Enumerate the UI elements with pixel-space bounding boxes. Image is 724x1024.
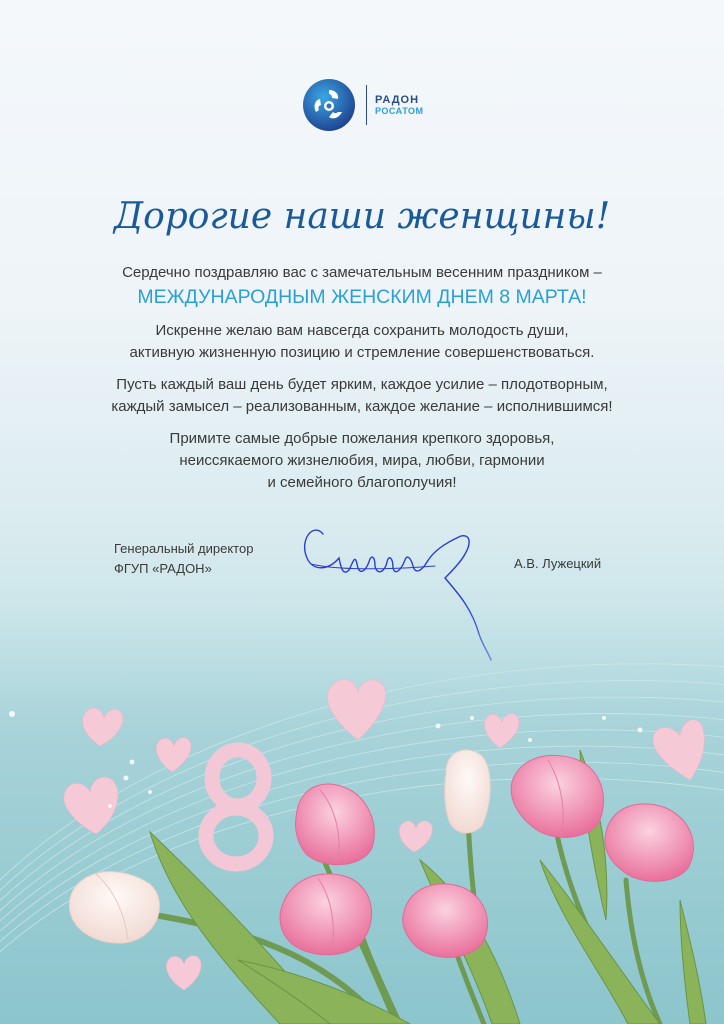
paragraph-2 [60, 320, 664, 364]
paragraph-1 [60, 262, 664, 310]
paragraph-3 [60, 374, 664, 418]
signer-position [114, 539, 253, 579]
logo-text [375, 94, 423, 117]
holiday-name: МЕЖДУНАРОДНЫМ ЖЕНСКИМ ДНЕМ 8 МАРТА! [137, 286, 587, 308]
paragraph-4-line-2: неиссякаемого жизнелюбия, мира, любви, гармонии [179, 452, 545, 469]
rosatom-logo-icon [302, 78, 356, 132]
paragraph-3-line-1: Пусть каждый ваш день будет ярким, каждое усилие – плодотворным, [116, 376, 608, 393]
signer-position-line-2: ФГУП «РАДОН» [114, 561, 212, 576]
tulip-pink-bottom-center [403, 884, 488, 958]
paragraph-2-line-1: Искренне желаю вам навсегда сохранить молодость души, [155, 322, 569, 339]
paragraph-2-line-2: активную жизненную позицию и стремление совершенствоваться. [129, 344, 595, 361]
logo [302, 78, 423, 132]
signer-position-line-1: Генеральный директор [114, 541, 254, 556]
logo-separator [366, 85, 367, 125]
paragraph-4-line-1: Примите самые добрые пожелания крепкого здоровья, [169, 430, 555, 447]
tulips-decoration [0, 600, 724, 1024]
paragraph-4-line-3: и семейного благополучия! [267, 474, 457, 491]
logo-subtitle: РОСАТОМ [375, 106, 424, 117]
paragraph-3-line-2: каждый замысел – реализованным, каждое желание – исполнившимся! [111, 398, 613, 415]
greeting-title: Дорогие наши женщины! [113, 196, 611, 237]
logo-name: РАДОН [375, 93, 420, 106]
paragraph-4 [60, 428, 664, 494]
signer-name: А.В. Лужецкий [514, 556, 602, 571]
greeting-body [60, 262, 664, 504]
tulip-white-center [445, 750, 491, 833]
paragraph-1-line: Сердечно поздравляю вас с замечательным весенним праздником – [122, 264, 602, 281]
